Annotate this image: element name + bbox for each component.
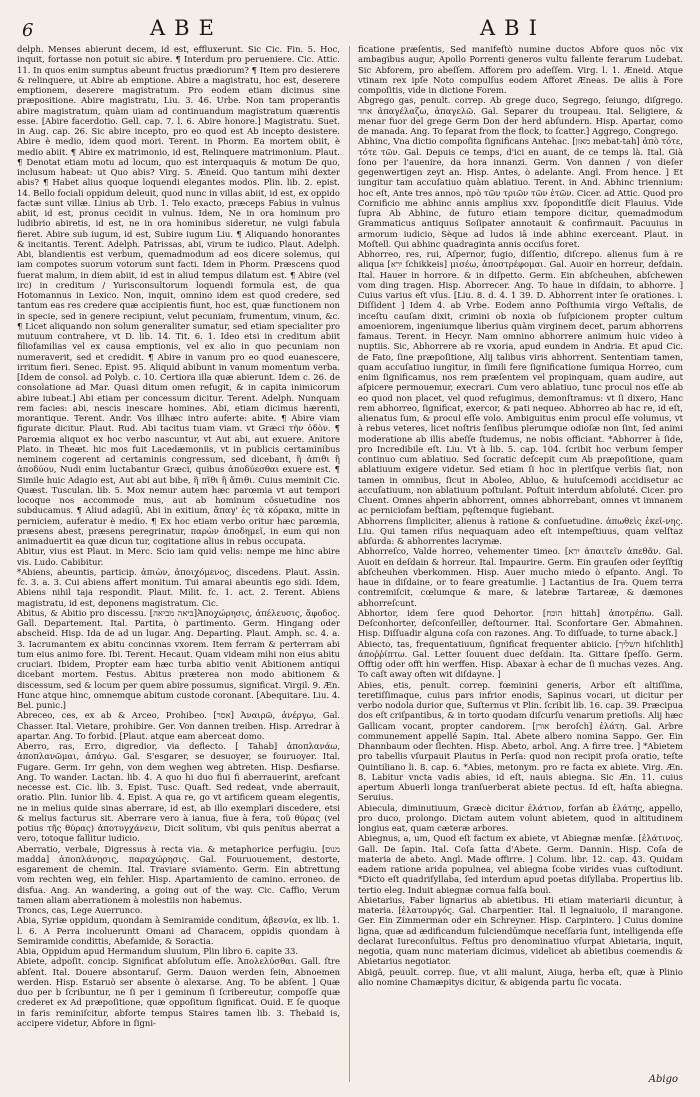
entry-abhinc: Abhinc, Vna dictio compoſita ſignificans Antehac. [מאזן mebat-tah] ἀπὸ τότε, τότε τῶν. Gal. Depuis ce temps, d'ici en auant, de ce temps là. Ital. Già ſono per l'auenire, da hora innanzi. Germ. Von dannen / von dieſer gegenwertigen zeyt an. Hisp. Antes, ò adelante. Angl. From hence. ] Et iungitur tam accuſatiuo quàm ablatiuo. Terent. in And. Abhinc triennium: hoc eſt, Ante tres annos, πρὸ τῶν τριῶν τῶν ἐτῶν. Cicer. ad Attic. Quod pro Cornificio me abhinc annis amplius xxv. ſpoponditſſe dicit Flauius. Vide ſupra Ab Abhinc, de futuro etiam tempore dicitur, quemadmodum Grammaticus antiquus Soſipater annotauit & confirmauit. Pacuuius in armorum iudicio, Sèque ad ludos iā inde abhinc exerceant. Plaut. in Moſtell. Qui abhinc quadraginta annis occiſus foret. (358, 136, 683, 249)
entry-abietarius: Abietarius, Faber lignarius ab abietibus. Hi etiam materiarii dicuntur, à materia. [ἐλατουργός. Gal. Charpentier. Ital. Il legnaiuolo, il marangone. Ger. Ein Zimmerman oder ein Schreyner. Hisp. Carpintero. ] Cuius domine ligna, quæ ad ædificandum fulciendūmque neceſſaria ſunt, intelligenda eſſe declarat Iureconſultus. Feſtus pro denominatiuo vſurpat Abietaria, inquit, negotia, quam nunc materiam dicimus, videlicet ab abietibus coemendis & Abietarius negotiator. (358, 894, 683, 967)
entry-abiga: Abigä, peuult. correp. ſiue, vt alii malunt, Aiuga, herba eſt, quæ à Plinio alio nomine Chamæpitys dicitur, & abigenda partu ſic vocata. (358, 966, 683, 987)
entry-abiecula: Abiecula, diminutiuum, Græcè dicitur ἐλάτιον, forſan ab ἐλάτης, appello, pro duco, prolongo. Dictam autem volunt abietem, quod in altitudinem longius eat, quam cæteræ arbores. (358, 802, 683, 833)
entry-aberro: Aberro, ras, Erro, digredior, via deflecto. [ Tahab] ἀποπλανάω, ἀποπλανῶμαι, ἀπάγω. Gal. S'esgarer, se desuoyer, se fouruoyer. Ital. Fugare. Germ. Irr gehn, von dem weghen weg abtreten. Hisp. Desfiarse. Ang. To wander. Lactan. lib. 4. A quo hi duo fiui fi aberrauerint, arefcant necesse est. Cic. lib. 3. Epist. Tusc. Quaft. Sed redeat, vnde aberrauit, oratio. Plin. Iunior lib. 4. Epist. A qua re, go vt artificem queam elegentis, ne in melius quide sinas aberrare, id est, ab illo exemplari discedere, etsi & melius facturus sit. Aberrare vero à ianua, fiue à fera, τοῦ θύρας (vel potius τῆς θύρας) ἀποτυγχάνειν, Dicit solitum, vbi quis penitus aberrat a vero, totoque fallitur iudicio. (17, 741, 340, 844)
right-column (358, 44, 683, 1084)
entry-abhorrens: Abhorrens ſimpliciter, alienus à ratione & conſuetudine. ἀπωθεὶς ἐκεῖ-νης. Liu. Qui tamen riſus nequaquam adeo eſt intempeſtiuus, quam velſtaz abſurda: & abhorrentes lacrymæ. (358, 515, 683, 546)
entry-abiecto: Abiecto, tas, frequentatiuum, ſignificat frequenter abiicio. [חשליך hiſchlith] ἀποῤῥίπτω. Gal. Letter ſouuent duec deſdain. Ita. Gittare ſpeſſo. Germ. Offtig oder offt hin werffen. Hisp. Abaxar à echar de ſi muchas vezes. Ang. To caſt away often wit diſdayne. ] (358, 638, 683, 680)
entry-aberrunco: Troncs, cas, Lege Auerrunco. (17, 905, 143, 915)
entry-abeo: delph. Menses abierunt decem, id est, effluxerunt. Sic Cic. Fin. 5. Hoc, inquit, fortasse non potuit sic abire. ¶ Interdum pro perueniere. Cic. Attic. 11. In quos enim sumptus abeunt fructus prædiorum? ¶ Item pro desierere & relinquere, ut Abire ab emptione. Abire a magistratu, hoc est, deserere emptionem, deserere magistratum. Pro eodem etiam dicimus sine præpositione. Abire magistratu, Liu. 3. 46. Urbe. Non tam properantis abire magistratum, quàm uiam ad continuandum magistratum quærentis esse. [Abire facerdotio. Gell. cap. 7. l. 6. Abire honore.] Magistratu. Suet. in Aug. cap. 26. Sic abire incepto, pro eo quod est Ab incepto desistere. Abire è medio, idem quod mori. Terent. in Phorm. Ea mortem obiit, è medio abiit. ¶ Abire ex matrimonio, id est, Relinquere matrimonium. Plaut. ¶ Denotat etiam motu ad locum, quo est interquaquis & motum De quo, inclusum habeat: ut Quo abis? Virg. 5. Æneid. Quo tantum mihi dexter abis? ¶ Habet alius quoque loquendi elegantes modos. Plin. lib. 2. epist. 14. Bello fociali oppidum deleuit, quod nunc in villas abiit, id est, ex oppido factæ sunt villæ. Linius ab Urb. 1. Telo exacto, præceps Fabius in vulnus abiit, id est, pronus cecidit in vulnus. Idem, Ne in ora hominum pro ludibrio abiretis, id est, ne in ora hominibus sideretur, ne vulgi fabula fieret. Abire sub iugum, id est, Subire iugum Liu. ¶ Aliquando honorantes & incitantis. Terent. Adelph. Patrissas, abi, virum te iudico. Plaut. Adelph. Abi, blandientis est verbum, quemadmodum ad eos dicere solemus, qui iam compotes suorum votorum sunt facti. Idem in Phorm. Præscens quod fuerat malum, in diem abiit, id est in aliud tempus dilatum est. ¶ Abire (vel irc) in creditum / Yurisconsultorum loquendi formula est, de qua Hotomannus in Lexico. Non, inquit, omnino idem est quod credere, sed tantum eas res credere quæ accipientis fiunt, hoc est, quæ functionem non in specie, sed in genere recipiunt, velut pecuniam, frumentum, vinum, &c. ¶ Licet aliquando non solum generaliter sumatur, sed etiam specialiter pro mutuum contrahere, vt D. lib. 14. Tit. 6. 1. Ideo etsi in creditum abiit filiofamilias vel ex causa emptionis, vel ex alio in quo pecuniam non numeraverit, sed et credidit. ¶ Abire in vanum pro eo quod euanescere, irritum fieri. Senec. Epist. 95. Aliquid abibunt in vanum momentum verba. [Idem de consol. ad Polyb. c. 10. Certiora illa quæ abierunt. Idem c. 26. de consolatione ad Mar. Quasi ditum omen refugit, & in capita inimicorum abire iubeat.] Abi etiam per concessum dicitur. Terent. Adelph. Nunquam rem facies: abi, nescis inescare homines. Abi, etiam dicimus hærenti, morantique. Terent. Andr. Vos illhæc intro auferte: abite. ¶ Abire viam figurate dicitur. Plaut. Rud. Abi tacitus tuam viam. vt Græci τὴν ὁδὸν. ¶ Parœmia aliquot ex hoc verbo nascuntur, vt Aut abi, aut exuere. Anitore Plato. in Theæt. hic mos fuit Lacedæmoniis, vt in publicis certaminibus neminem cogerent ad certaminis congressum, sed dicebant, ἢ ἀπιθι ἢ ἀποδύου, Nudi enim luctabantur Græci, quibus ἀποδύεσθαι exuere est. ¶ Simile huic Adagio est, Aut abi aut bibe, ἢ πῖθι ἢ ἄπιθι. Cuius meminit Cic. Quæst. Tusculan. lib. 5. Mox nemur autem hæc parœmia vt aut tempori locoque nos accommode mus, aut ab hominum cõsuetudine nos subducamus. ¶ Aliud adagiū, Abi in exitium, ἄπαγ' ἐς τὰ κόρακα, mitte in perniciem, auferatur è medio. ¶ Ex hoc etiam verbo oritur hæc parœmia, præsens abest, præsens peregrinatur, παρὼν ἀποδημεῖ, in eum qui non animaduertit ea quæ dicun tur, cogitatione alius in rebus occupata. (17, 44, 340, 546)
entry-abies: Abies, etis, penult. correp. fœminini generis, Arbor eſt altiſſima, teretiſſimaque, cuius pars infrior enodis, Sapinus vocari, ut dicitur per verbo nodola durior que, Suſternus vt Plin. ſcribit lib. 16. cap. 39. Præcipua dos eſt criſpantibus, & in torto quodam diſcurſu venarum pretioſis. Alij hæc Gallicam vocant, propter candorem. [אורן beroſch] ἐλάτη. Gal. Arbre communement appellé Sapin. Ital. Abete albero nomina Sappo. Ger. Ein Dhannbaum oder ſlechten. Hisp. Abeto, arbol. Ang. A firre tree. ] *Abietem pro tabellis vſurpauit Plautus in Perſa: quod non recipit proſa oratio, teſte Quintiliano li. 8. cap. 6. *Abies, metonym. pro re facta ex abiete. Virg. Æn. 8. Labitur vncta vadis abies, id eſt, nauis abiegna. Sic Æn. 11. cuius apertum Abuerli longa tranſuerberat abiete pectus. Id eſt, haſta abiegna. Seruius. (358, 679, 683, 803)
right-running-head: ABI (480, 16, 546, 40)
left-column (17, 44, 340, 1084)
entry-abesamis: Abia, Syriæ oppidum, quondam à Semiramide conditum, ἀβεσνία, ex lib. 1. l. 6. A Perra incolueruntt Omani ad Characem, oppidis quondam à Semiramide condittis, Abefamide, & Soractia. (17, 915, 340, 946)
entry-absum: Abiete, adpoſit. concip. Significat abſolutum eſſe. Ἀπολελύσθαι. Gall. ſtre abſent. Ital. Douere absontaruſ. Germ. Dauon werden ſein, Abnoemen werden. Hisp. Estaruò ser absente ò alexarse. Ang. To be abſent. ] Quæ duo per b ſcribuntur, ne ſi per i geminum ſi ſcribereutur, compoſſe quæ crederet ex Ad præpoſitione, quæ oppoſitum ſignificat. Ouid. E ſe quoque in faris reminiſcitur, abforte tempus Staires tamen lib. 3. Thebaid is, accipere videtur, Abfore in ſigni- (17, 956, 340, 1028)
entry-abhorresco: Abhorreſco, Valde horreo, vehementer timeo. [ירא ἀπαιτεῖν ἀπεθᾶν. Gal. Auoit en deſdain & horreur. Ital. Impaurire. Germ. Ein grauſen oder ſeyſſtig abſcheuhen vberkommen. Hisp. Auer mucho miedo ò eſpanto. Angl. To haue in diſdaine, or to feare greatumlie. ] Lactantius de Ira. Quem terra contremiſcit, cœlumque & mare, & latebræ Tartareæ, & dæmones abhorreſcunt. (358, 546, 683, 608)
entry-abhorreo: Abhorreo, res, rui, Aſpernor, fugio, diſſentio, diſcrepo. alienus ſum à re aliqua [ירא ſchikkeis] μισέω, ἀποστρέφομαι. Gal. Auoir en horreur, deſdain. Ital. Hauer in horrore. & in diſpetto. Germ. Ein abſcheuhen, abſchewen vom ding tragen. Hisp. Aborrecer. Ang. To haue in diſdain, to abhorre. ] Cuius varius eſt vſus. [Liu. 8. d. 4. 1 39. D. Abhorrent inter ſe orationes. i. Diſſident ] Idem 4. ab Vrbe. Eodem anno Poſthumia virgo Veſtalis, de inceſtu cauſam dixit, crimini ob noxia ob ſuſpicionem propter cultum amoeniorem, ingeniumque liberius quàm virginem decet, parum abhorrens famaus. Terent. in Hecyr. Nam omnino abhorrere animum huic video à nuptiis. Sic, Abhorrere ab re vxoria, apud eundem in Andria. Et apud Cic. de Fato, ſine præpoſitione, Alij talibus viris abhorrent. Sententiam tamen, quam accuſatiuo iungitur, in ſimili fere ſignificatione ſumiqua Horreo, cum enim ſignificamus, nos rem præſentem vel propinquam, quam audire, aut aſpicere permouemur, execrari. Cum vero ablatiuo, tunc procul nos eſſe ab eo quod non placet, vel quod refugimus, demonſtramus: vt ſi dixero, Hanc rem abhorreo, ſignificat, exercor, & pati nequeo. Abhorreo ab hac re, id eſt, alienatus ſum, & procul eſſe volo. Ambiguitus enim procul eſſe volumus, vt à rebus veteres, licet noſtris ſenſibus plerumque odioſæ non ſint, ſed animi moderatione ab illis abeſſe ſtudemus, ne nobis officiant. *Abhorrer à ſide, pro Incredibile eſt. Liu. Vt à lib. 5. cap. 104. ſcribit hoc verbum ſemper continuo cum ablatiuo. Sed ſocratic deſcepit cum Ab præpoſitione, quam ablatiuum exigere videtur. Sed etiam ſi hoc in pleriſque verbis ſiat, non tamen in omnibus, ſicut in Aboleo, Abluo, & huiuſcemodi accidisetur ac accuſatiuum, non ablatiuum poſtulant. Poſtuit interdum abſoluté. Cicer. pro Cluent. Omnes ahperin abhorrent, omnes abhorrebant, omnes vt imnanem ac perniciofam beſtiam, pęſtemque fugiebant. (358, 249, 683, 516)
entry-abfore-cont: ficatione præſentis, Sed manifeſtò numine ductos Abfore quos nōc vix ambagibus augur, Apollo Porrenti generos vultu fallente ferarum Ludebat. Sic Abforem, pro abeſſem. Afforem pro adeſſem. Virg. l. 1. Æneid. Atque vtinam rex ipſe Noto compulſus eodem Afforet Æneas. De aliis à Fore compoſitis, vide in dictione Forem. (358, 44, 683, 95)
page-number: 6 (22, 20, 34, 41)
entry-abgrego: Abgrego gas, penult. correp. Ab grege duco, Segrego, ſeiungo, diſgrego. אחד ἀπαγέλαζω, ἀπαγελῶ. Gal. Separer du troupeau. Ital. Seligiere, & menar fuor del grege Germ Don der herd abſundern. Hisp. Apartar, como de manada. Ang. To ſeparat from the flock, to ſcatter.] Aggrego, Congrego. (358, 95, 683, 136)
entry-abarceo: Abreceo, ces, ex ab & Arceo, Prohibeo. [אסר] Ἀναιρῶ, ἀνέργω, Gal. Chasser. Ital. Vietare, prohibire. Ger. Von dannen treiben. Hisp. Arredrar à apartar. Ang. To forbid. [Plaut. atque eam aberceat domo. (17, 710, 340, 741)
catchword: Abigo (648, 1074, 678, 1085)
entry-abiegnus: Abiegnus, a, um, Quod eſt factum ex abiete, vt Abiegnæ menſæ. [ἐλάτινος. Gall. De ſapin. Ital. Coſa ſatta d'Abete. Germ. Dannin. Hisp. Coſa de materia de abeto. Angl. Made offirre. ] Colum. libr. 12. cap. 43. Quidam eadem ratione arida populnea, vel abiegna ſcobe virides vuas cuſtodiunt. *Dicto eſt quadriſyllaba, ſed interdum apud poetas diſyllaba. Propertius lib. tertio eleg. Induit abiegnæ cornua falſa bouì. (358, 833, 683, 895)
left-running-head: ABE (150, 16, 223, 40)
page-header (0, 14, 700, 42)
entry-abhortor: Abhortor, idem ſere quod Dehortor. [הוכח hittah] ἀποτρέπω. Gall. Deſconhorter, deſconſeiller, deſtourner. Ital. Sconfortare Ger. Abmahnen. Hisp. Diſſuadir alguna coſa con razones. Ang. To diſſuade, to turne aback.] (358, 607, 683, 639)
entry-abiens: *Abiens, abeuntis, particip. ἀπιὼν, ἀποιχόμενος, discedens. Plaut. Assin. fc. 3. a. 3. Cui abiens affert monitum. Tui amarai abeuntis ego sidi. Idem, Abiens nihil taja respondit. Plaut. Milit. fc. 1. act. 2. Terent. Abiens magistratu, id est, deponens magistratum. Cic. (17, 566, 340, 608)
column-divider (349, 46, 350, 1082)
entry-aberratio: Aberratio, verbale, Digressus à recta via. & metaphorice perfugiu. [מנוס madda] ἀποπλάνησις, παραχώρησις. Gal. Fouruouement, destorte, esgarement de chemin. Ital. Traviare sviamento. Germ. Ein abtrettung vom rechten weg, ein fehler. Hisp. Apartamiento de camino. erroneo. de disfua. Ang. An wandering, a going out of the way. Cic. Caffio, Verum tamen aliam aberrationem à molestiis non habemus. (17, 843, 340, 905)
entry-abitus: Abitus, & Abitio pro discessu. [ביאה מביאה]Ἀποχώρησις, ἀπέλευσις, ἄφοδος. Gall. Departement. Ital. Partita, ò partimento. Germ. Hingang oder abscheid. Hisp. Ida de ad un lugar. Ang. Departing. Plaut. Amph. sc. 4. a. 3. Iacrumantem ex abitu concinnas vxorem. Item ferram & perterram abi tum eius animo fore. Ibi. Terent. Hecaut. Quam videam mihi non eius abitu cruciari. Ibidem, Propter eam hæc turba abitio venit Abitionem antiqui dicebant mortem. Festus. Abitus præterea non modo abitionem & discessum, sed & locum per quem abire possumus, significat. Virgil. 9. Æn. Hunc atque hinc, omnemque abitum custode coronant. [Abequitare. Liu. 4. Bel. punic.] (17, 607, 340, 710)
entry-abitur: Abitur, vius est Plaut. in Merc. Scio iam quid velis: nempe me hinc abire vis. Ludo. Cabibitur. (17, 546, 340, 567)
entry-abia: Abia, Oppidum apud Hermandum sluuium, Plin libro 6. capite 33. (17, 946, 299, 956)
